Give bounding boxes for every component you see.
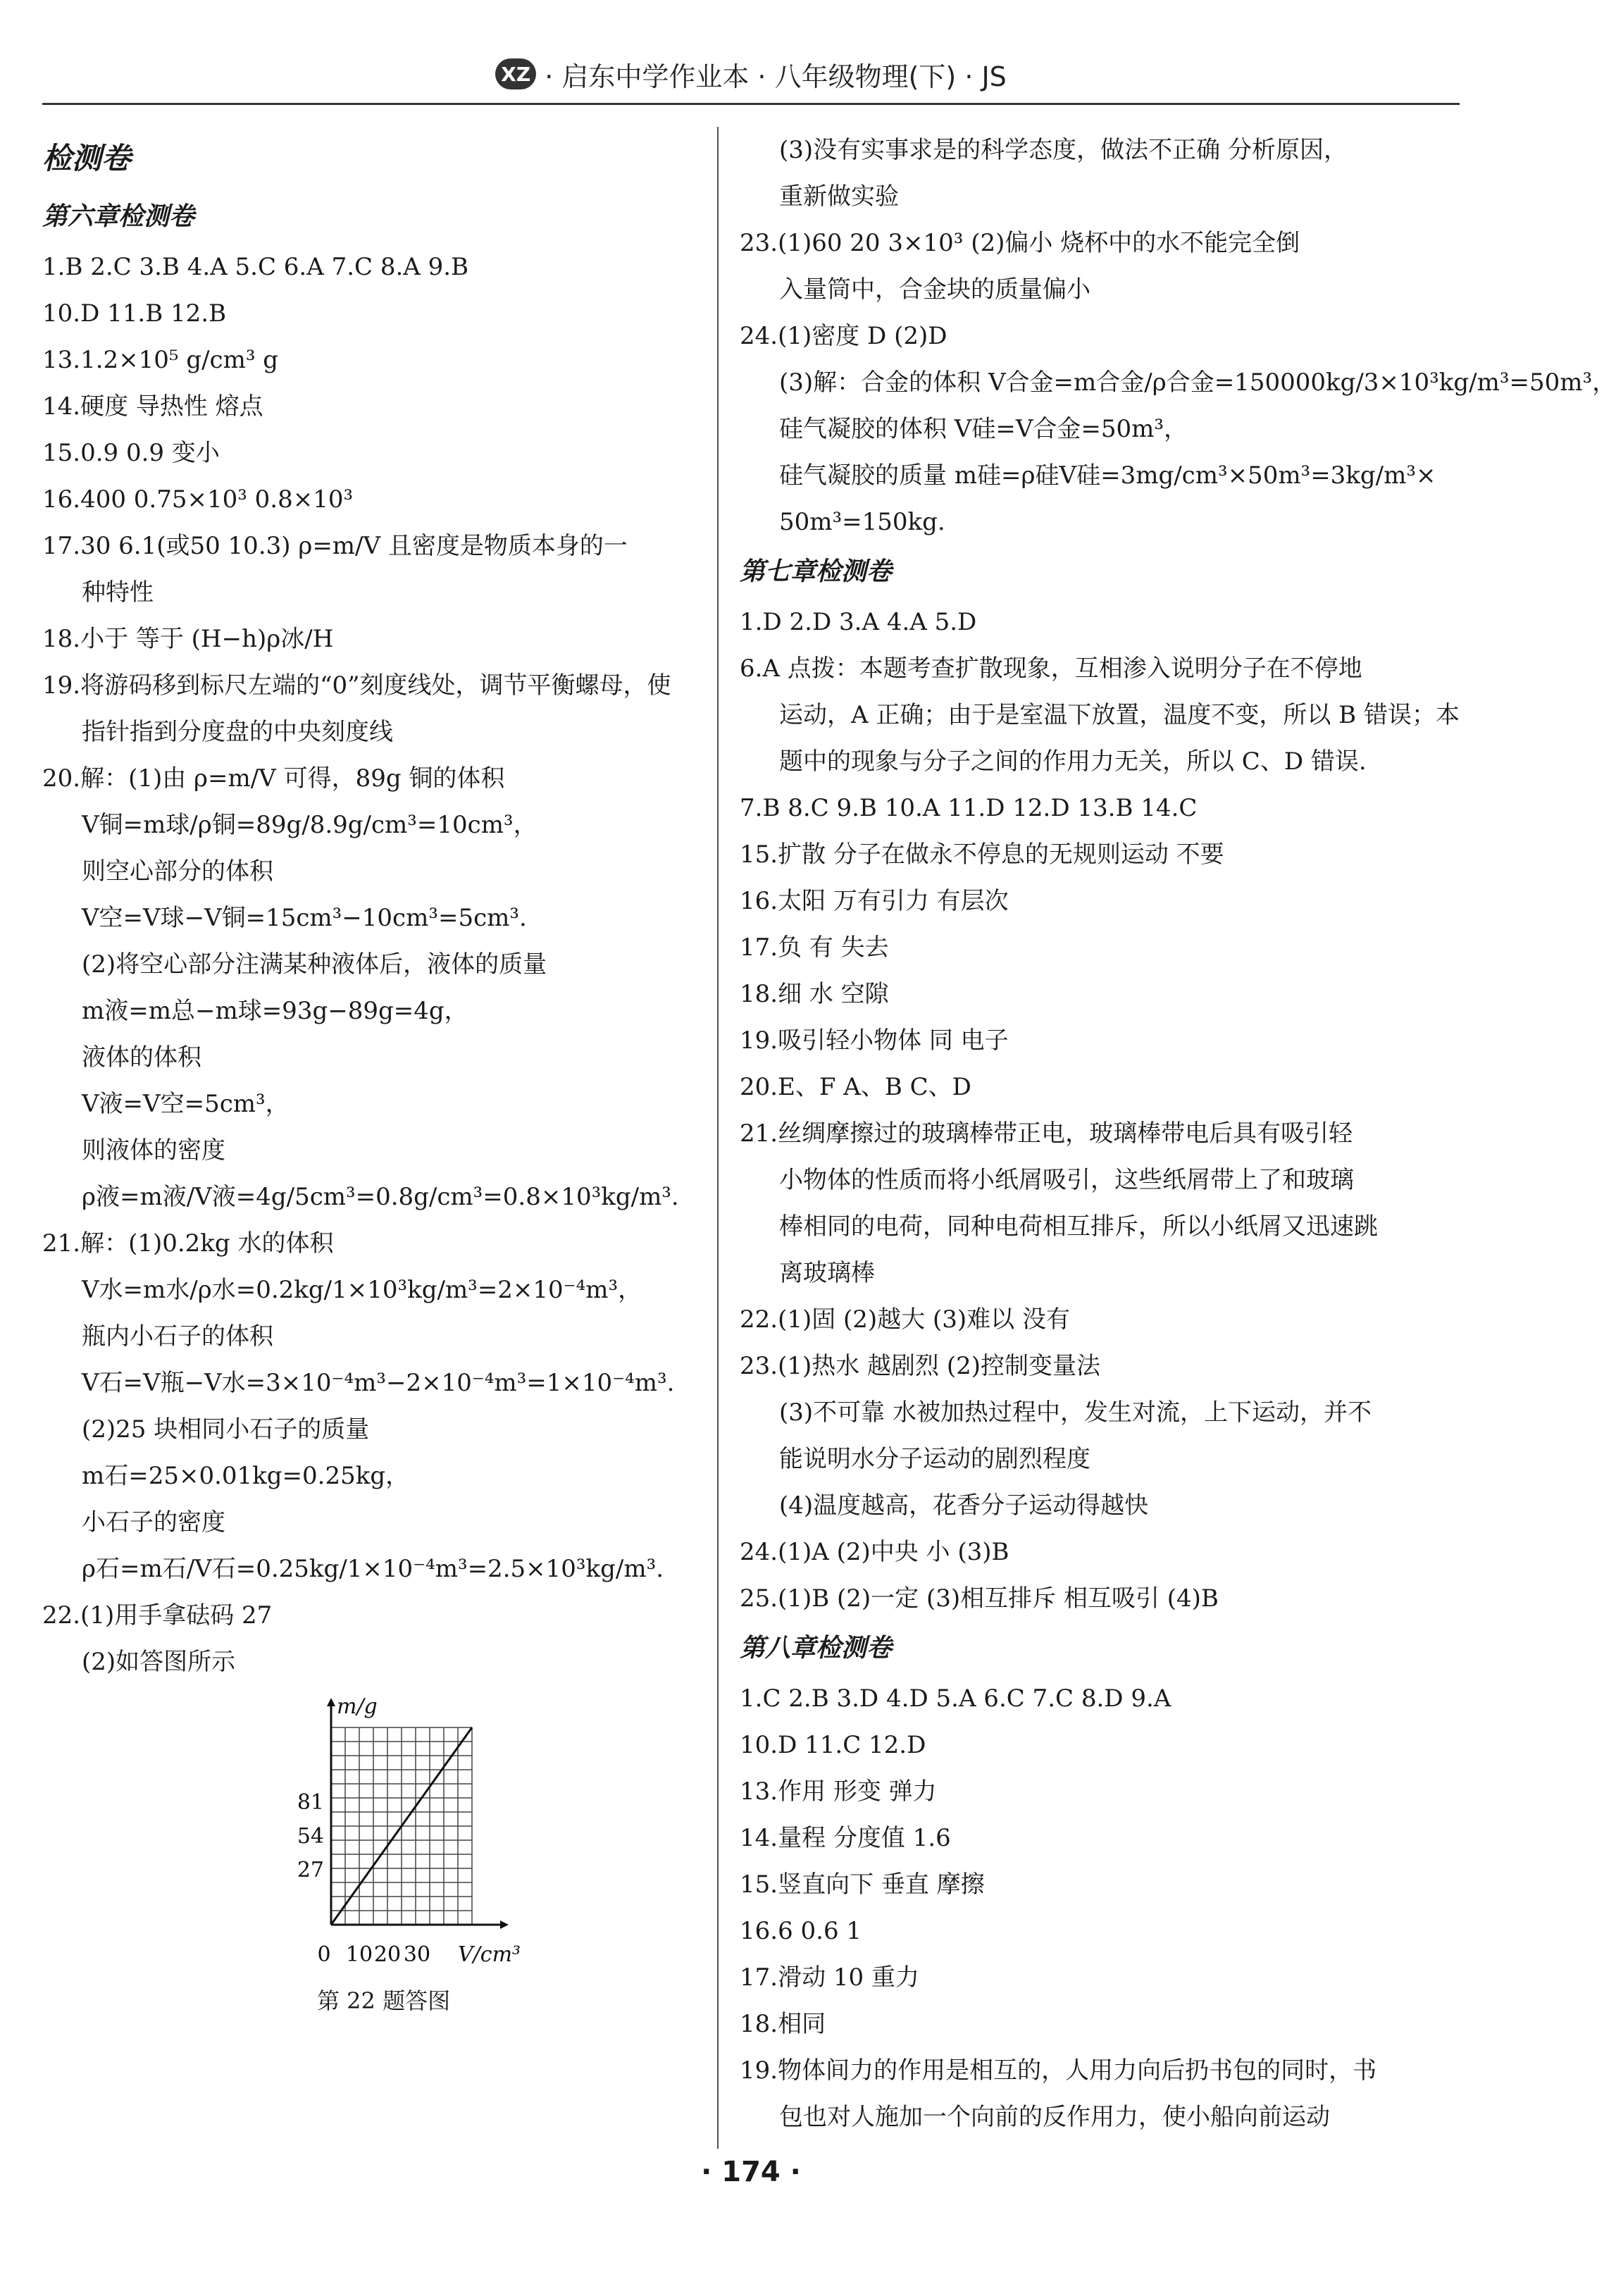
formula-line: 硅气凝胶的质量 m硅=ρ硅V硅=3mg/cm³×50m³=3kg/m³× <box>779 461 1436 490</box>
publisher-logo: XZ <box>495 58 536 89</box>
x-tick-label: 10 <box>345 1942 373 1967</box>
answer-graph <box>42 1685 697 1981</box>
answer-line: 则液体的密度 <box>82 1136 225 1165</box>
formula-line: ρ液=m液/V液=4g/5cm³=0.8g/cm³=0.8×10³kg/m³. <box>82 1183 679 1211</box>
answer-line: 19.物体间力的作用是相互的，人用力向后扔书包的同时，书 <box>740 2056 1377 2085</box>
answer-line: 16.400 0.75×10³ 0.8×10³ <box>42 485 354 514</box>
answer-line: 20.解：(1)由 ρ=m/V 可得，89g 铜的体积 <box>42 764 505 793</box>
chapter6-heading: 第六章检测卷 <box>42 202 195 231</box>
answer-line: 包也对人施加一个向前的反作用力，使小船向前运动 <box>779 2103 1330 2131</box>
answer-line: 15.0.9 0.9 变小 <box>42 439 220 467</box>
answer-line: 1.D 2.D 3.A 4.A 5.D <box>740 608 977 636</box>
answer-line: 液体的体积 <box>82 1043 201 1072</box>
answer-line: 24.(1)密度 D (2)D <box>740 322 947 350</box>
answer-line: 小物体的性质而将小纸屑吸引，这些纸屑带上了和玻璃 <box>779 1166 1354 1194</box>
answer-line: 运动，A 正确；由于是室温下放置，温度不变，所以 B 错误；本 <box>779 701 1460 729</box>
answer-line: 6.A 点拨：本题考查扩散现象，互相渗入说明分子在不停地 <box>740 654 1362 683</box>
answer-line: 18.小于 等于 (H−h)ρ冰/H <box>42 625 334 653</box>
x-tick-label: 0 <box>317 1942 331 1967</box>
formula-line: V铜=m球/ρ铜=89g/8.9g/cm³=10cm³， <box>82 811 537 839</box>
x-axis-arrow <box>500 1920 509 1929</box>
answer-line: 题中的现象与分子之间的作用力无关，所以 C、D 错误. <box>779 747 1367 776</box>
x-axis-label: V/cm³ <box>458 1942 521 1967</box>
answer-line: 17.滑动 10 重力 <box>740 1963 919 1992</box>
page-header <box>42 49 1460 99</box>
formula-line: ρ石=m石/V石=0.25kg/1×10⁻⁴m³=2.5×10³kg/m³. <box>82 1555 664 1583</box>
answer-line: 10.D 11.B 12.B <box>42 299 227 328</box>
formula-line: m液=m总−m球=93g−89g=4g， <box>82 997 468 1025</box>
answer-line: 19.将游码移到标尺左端的“0”刻度线处，调节平衡螺母，使 <box>42 671 671 700</box>
y-axis-label: m/g <box>337 1694 378 1719</box>
formula-line: 硅气凝胶的体积 V硅=V合金=50m³， <box>779 415 1188 443</box>
answer-line: 则空心部分的体积 <box>82 857 273 886</box>
answer-line: (3)不可靠 水被加热过程中，发生对流，上下运动，并不 <box>779 1398 1372 1427</box>
answer-line: 能说明水分子运动的剧烈程度 <box>779 1445 1090 1473</box>
answer-line: 10.D 11.C 12.D <box>740 1731 926 1759</box>
answer-line: (2)如答图所示 <box>82 1648 236 1676</box>
formula-line: V空=V球−V铜=15cm³−10cm³=5cm³. <box>82 904 527 932</box>
formula-line: (3)解：合金的体积 V合金=m合金/ρ合金=150000kg/3×10³kg/m³=50m³， <box>779 368 1616 397</box>
answer-line: (4)温度越高，花香分子运动得越快 <box>779 1491 1149 1520</box>
answer-line: 14.硬度 导热性 熔点 <box>42 392 263 421</box>
answer-line: 24.(1)A (2)中央 小 (3)B <box>740 1538 1009 1566</box>
graph-caption: 第 22 题答图 <box>317 1987 451 2014</box>
answer-line: 17.30 6.1(或50 10.3) ρ=m/V 且密度是物质本身的一 <box>42 532 628 560</box>
book-title: · 启东中学作业本 · 八年级物理(下) · JS <box>545 61 1007 92</box>
answer-line: 重新做实验 <box>779 182 899 211</box>
answer-line: 22.(1)固 (2)越大 (3)难以 没有 <box>740 1305 1070 1334</box>
answer-line: 18.相同 <box>740 2010 826 2038</box>
header-rule <box>42 103 1460 105</box>
y-tick-label: 54 <box>297 1824 324 1849</box>
mass-volume-graph <box>296 1685 549 1981</box>
answer-line: 18.细 水 空隙 <box>740 980 889 1008</box>
y-tick-label: 81 <box>297 1790 324 1815</box>
answer-line: 1.B 2.C 3.B 4.A 5.C 6.A 7.C 8.A 9.B <box>42 253 469 281</box>
page-number: · 174 · <box>701 2156 801 2188</box>
x-tick-label: 20 <box>373 1942 402 1967</box>
answer-line: (2)25 块相同小石子的质量 <box>82 1415 370 1444</box>
y-tick-label: 27 <box>297 1858 324 1882</box>
formula-line: V石=V瓶−V水=3×10⁻⁴m³−2×10⁻⁴m³=1×10⁻⁴m³. <box>82 1369 675 1397</box>
answer-line: 种特性 <box>82 578 154 607</box>
answer-line: 19.吸引轻小物体 同 电子 <box>740 1026 1009 1055</box>
answer-line: 23.(1)60 20 3×10³ (2)偏小 烧杯中的水不能完全倒 <box>740 229 1300 257</box>
answer-line: (3)没有实事求是的科学态度，做法不正确 分析原因， <box>779 136 1348 164</box>
formula-line: 50m³=150kg. <box>779 508 945 536</box>
answer-line: 22.(1)用手拿砝码 27 <box>42 1601 273 1630</box>
answer-line: 16.6 0.6 1 <box>740 1917 862 1945</box>
answer-line: 13.1.2×10⁵ g/cm³ g <box>42 346 279 374</box>
column-divider <box>717 127 719 2149</box>
answer-line: 棒相同的电荷，同种电荷相互排斥，所以小纸屑又迅速跳 <box>779 1212 1378 1241</box>
x-tick-label: 30 <box>403 1942 431 1967</box>
answer-line: 1.C 2.B 3.D 4.D 5.A 6.C 7.C 8.D 9.A <box>740 1684 1171 1713</box>
answer-line: 23.(1)热水 越剧烈 (2)控制变量法 <box>740 1352 1101 1380</box>
left-column <box>42 127 697 2021</box>
answer-line: 20.E、F A、B C、D <box>740 1073 971 1101</box>
answer-line: 25.(1)B (2)一定 (3)相互排斥 相互吸引 (4)B <box>740 1584 1219 1613</box>
chapter8-heading: 第八章检测卷 <box>740 1634 893 1663</box>
answer-line: 13.作用 形变 弹力 <box>740 1777 937 1806</box>
answer-line: 14.量程 分度值 1.6 <box>740 1824 951 1852</box>
answer-line: 21.解：(1)0.2kg 水的体积 <box>42 1229 334 1258</box>
answer-line: 16.太阳 万有引力 有层次 <box>740 887 1009 915</box>
formula-line: V水=m水/ρ水=0.2kg/1×10³kg/m³=2×10⁻⁴m³， <box>82 1276 642 1304</box>
answer-line: 入量筒中，合金块的质量偏小 <box>779 275 1090 304</box>
answer-line: (2)将空心部分注满某种液体后，液体的质量 <box>82 950 547 979</box>
answer-line: 小石子的密度 <box>82 1508 225 1537</box>
section-title: 检测卷 <box>42 141 132 175</box>
answer-line: 15.竖直向下 垂直 摩擦 <box>740 1870 985 1899</box>
answer-line: 17.负 有 失去 <box>740 933 889 962</box>
answer-line: 指针指到分度盘的中央刻度线 <box>82 718 393 746</box>
right-column <box>740 127 1616 2140</box>
chapter7-heading: 第七章检测卷 <box>740 557 893 586</box>
answer-line: 21.丝绸摩擦过的玻璃棒带正电，玻璃棒带电后具有吸引轻 <box>740 1119 1353 1148</box>
formula-line: V液=V空=5cm³， <box>82 1090 290 1118</box>
answer-line: 7.B 8.C 9.B 10.A 11.D 12.D 13.B 14.C <box>740 794 1198 822</box>
answer-line: 15.扩散 分子在做永不停息的无规则运动 不要 <box>740 840 1224 869</box>
answer-line: 离玻璃棒 <box>779 1259 875 1287</box>
y-axis-arrow <box>327 1698 335 1706</box>
answer-line: 瓶内小石子的体积 <box>82 1322 273 1351</box>
formula-line: m石=25×0.01kg=0.25kg， <box>82 1462 410 1490</box>
